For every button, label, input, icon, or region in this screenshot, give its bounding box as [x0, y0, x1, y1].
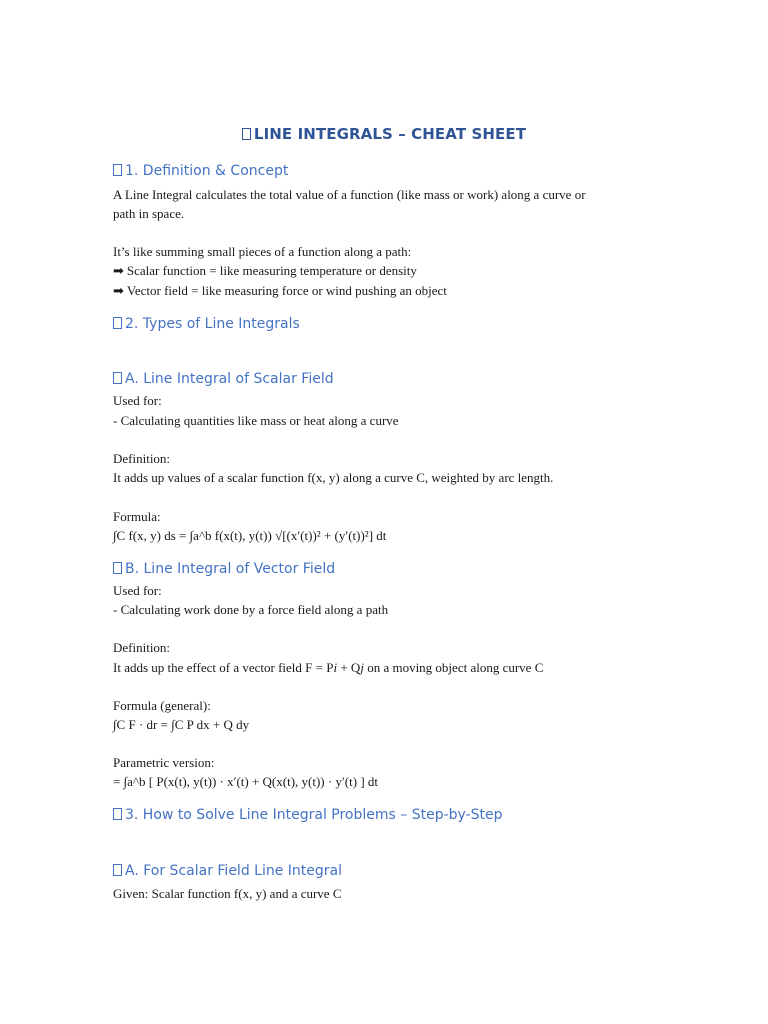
- s2b-param-formula: = ∫a^b [ P(x(t), y(t)) · x′(t) + Q(x(t), y(t)) · y′(t) ] dt: [113, 774, 379, 789]
- s2a-used-for-label: Used for:: [113, 393, 162, 408]
- missing-glyph-icon: [113, 808, 122, 820]
- missing-glyph-icon: [113, 317, 122, 329]
- right-arrow-icon: ➡: [113, 263, 124, 278]
- s2b-use-1: - Calculating work done by a force field along a path: [113, 602, 389, 617]
- section-2a-heading: A. Line Integral of Scalar Field: [113, 371, 334, 387]
- s2a-formula: ∫C f(x, y) ds = ∫a^b f(x(t), y(t)) √[(x′(t))² + (y′(t))²] dt: [113, 528, 387, 543]
- section-3a-heading: A. For Scalar Field Line Integral: [113, 863, 342, 879]
- s3a-given: Given: Scalar function f(x, y) and a curve C: [113, 886, 342, 901]
- missing-glyph-icon: [113, 164, 122, 176]
- s1-intro-line-1: A Line Integral calculates the total value of a function (like mass or work) along a curve or: [113, 187, 586, 202]
- s1-intro-line-2: path in space.: [113, 206, 185, 221]
- missing-glyph-icon: [113, 372, 122, 384]
- section-3-heading: 3. How to Solve Line Integral Problems – Step-by-Step: [113, 807, 503, 823]
- s2b-definition: It adds up the effect of a vector field F = Pi + Qj on a moving object along curve C: [113, 660, 544, 675]
- s1-like-line: It’s like summing small pieces of a function along a path:: [113, 244, 412, 259]
- s2b-formula-label: Formula (general):: [113, 698, 211, 713]
- missing-glyph-icon: [113, 864, 122, 876]
- s2b-definition-label: Definition:: [113, 640, 171, 655]
- section-1-heading: 1. Definition & Concept: [113, 163, 288, 179]
- s2a-definition-label: Definition:: [113, 451, 171, 466]
- s1-bullet-1: ➡ Scalar function = like measuring temperature or density: [113, 263, 417, 278]
- missing-glyph-icon: [113, 562, 122, 574]
- s2a-use-1: - Calculating quantities like mass or heat along a curve: [113, 413, 399, 428]
- right-arrow-icon: ➡: [113, 283, 124, 298]
- missing-glyph-icon: [242, 128, 251, 140]
- s2a-definition: It adds up values of a scalar function f(x, y) along a curve C, weighted by arc length.: [113, 470, 554, 485]
- s2b-formula: ∫C F · dr = ∫C P dx + Q dy: [113, 717, 250, 732]
- section-2-heading: 2. Types of Line Integrals: [113, 316, 300, 332]
- s1-bullet-2: ➡ Vector field = like measuring force or wind pushing an object: [113, 283, 447, 298]
- page-title: LINE INTEGRALS – CHEAT SHEET: [0, 125, 768, 143]
- section-2b-heading: B. Line Integral of Vector Field: [113, 561, 335, 577]
- s2b-used-for-label: Used for:: [113, 583, 162, 598]
- s2b-param-label: Parametric version:: [113, 755, 215, 770]
- s2a-formula-label: Formula:: [113, 509, 161, 524]
